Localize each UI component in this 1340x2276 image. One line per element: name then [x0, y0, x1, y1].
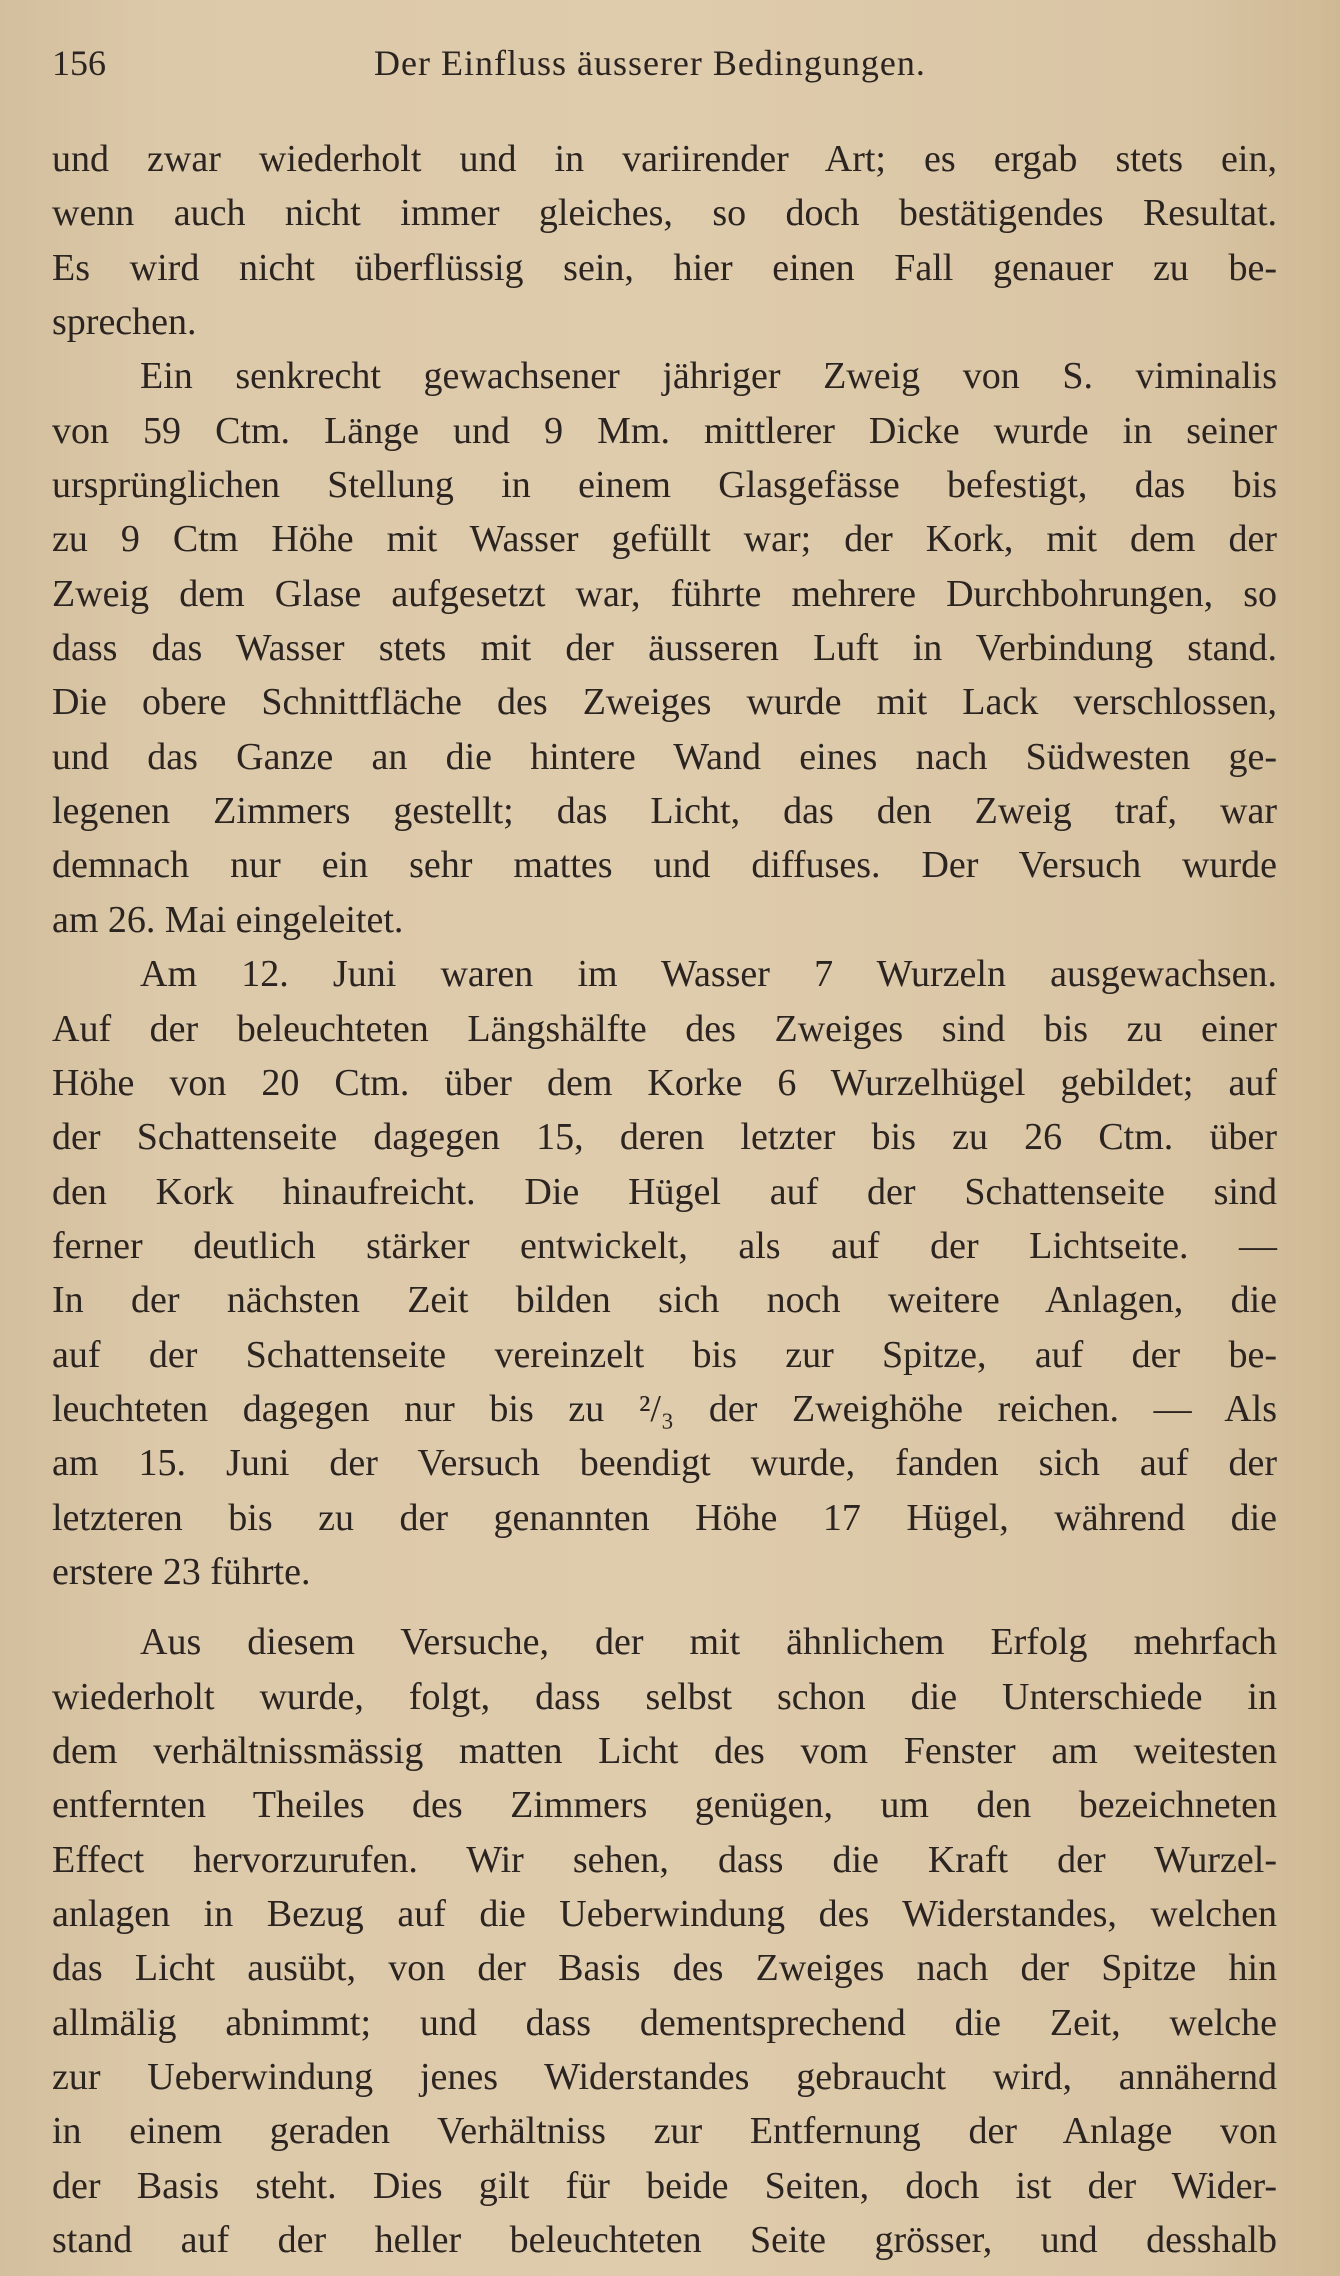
text-line: allmälig abnimmt; und dass dementsprechend die Zeit, welche	[52, 2001, 1277, 2044]
text-line: der Schattenseite dagegen 15, deren letzter bis zu 26 Ctm. über	[52, 1116, 1277, 1159]
text-line: In der nächsten Zeit bilden sich noch weitere Anlagen, die	[52, 1279, 1277, 1322]
text-line: legenen Zimmers gestellt; das Licht, das den Zweig traf, war	[52, 790, 1277, 833]
text-line: Aus diesem Versuche, der mit ähnlichem Erfolg mehrfach	[140, 1621, 1277, 1664]
paragraph-gap	[52, 1599, 1277, 1615]
text-line: das Licht ausübt, von der Basis des Zweiges nach der Spitze hin	[52, 1947, 1277, 1990]
text-line: ursprünglichen Stellung in einem Glasgefässe befestigt, das bis	[52, 464, 1277, 507]
text-line: stand auf der heller beleuchteten Seite grösser, und desshalb	[52, 2219, 1277, 2262]
running-header	[52, 42, 1277, 92]
text-line: sprechen.	[52, 301, 197, 344]
text-line: wenn auch nicht immer gleiches, so doch bestätigendes Resultat.	[52, 192, 1277, 235]
text-line: Ein senkrecht gewachsener jähriger Zweig von S. viminalis	[140, 355, 1277, 398]
page-number: 156	[52, 43, 106, 83]
text-line: dass das Wasser stets mit der äusseren Luft in Verbindung stand.	[52, 627, 1277, 670]
text-line: von 59 Ctm. Länge und 9 Mm. mittlerer Dicke wurde in seiner	[52, 409, 1277, 452]
text-line: in einem geraden Verhältniss zur Entfernung der Anlage von	[52, 2110, 1277, 2153]
paragraph-2	[52, 349, 1277, 947]
text-line: Auf der beleuchteten Längshälfte des Zweiges sind bis zu einer	[52, 1007, 1277, 1050]
text-line: ferner deutlich stärker entwickelt, als auf der Lichtseite. —	[52, 1224, 1277, 1267]
text-line: erstere 23 führte.	[52, 1550, 311, 1593]
text-line: am 15. Juni der Versuch beendigt wurde, fanden sich auf der	[52, 1442, 1277, 1485]
text-line: Es wird nicht überflüssig sein, hier einen Fall genauer zu be-	[52, 246, 1277, 289]
text-line: demnach nur ein sehr mattes und diffuses. Der Versuch wurde	[52, 844, 1277, 887]
paragraph-1	[52, 132, 1277, 349]
running-title: Der Einfluss äusserer Bedingungen.	[374, 43, 926, 83]
text-line: leuchteten dagegen nur bis zu ²/₃ der Zweighöhe reichen. — Als	[52, 1387, 1277, 1430]
text-line: Effect hervorzurufen. Wir sehen, dass die Kraft der Wurzel-	[52, 1838, 1277, 1881]
text-line: den Kork hinaufreicht. Die Hügel auf der Schattenseite sind	[52, 1170, 1277, 1213]
text-line: letzteren bis zu der genannten Höhe 17 Hügel, während die	[52, 1496, 1277, 1539]
text-line: zu 9 Ctm Höhe mit Wasser gefüllt war; der Kork, mit dem der	[52, 518, 1277, 561]
text-line: auf der Schattenseite vereinzelt bis zur Spitze, auf der be-	[52, 1333, 1277, 1376]
text-line: Am 12. Juni waren im Wasser 7 Wurzeln ausgewachsen.	[140, 953, 1277, 996]
text-line: wiederholt wurde, folgt, dass selbst schon die Unterschiede in	[52, 1675, 1277, 1718]
paragraph-4	[52, 1615, 1277, 2267]
text-line: und das Ganze an die hintere Wand eines nach Südwesten ge-	[52, 735, 1277, 778]
text-line: Höhe von 20 Ctm. über dem Korke 6 Wurzelhügel gebildet; auf	[52, 1061, 1277, 1104]
body-text	[52, 132, 1277, 2267]
text-line: zur Ueberwindung jenes Widerstandes gebraucht wird, annähernd	[52, 2056, 1277, 2099]
text-line: anlagen in Bezug auf die Ueberwindung des Widerstandes, welchen	[52, 1893, 1277, 1935]
text-line: am 26. Mai eingeleitet.	[52, 898, 404, 941]
text-line: Zweig dem Glase aufgesetzt war, führte mehrere Durchbohrungen, so	[52, 572, 1277, 615]
text-line: dem verhältnissmässig matten Licht des vom Fenster am weitesten	[52, 1729, 1277, 1772]
text-line: und zwar wiederholt und in variirender Art; es ergab stets ein,	[52, 138, 1277, 180]
paragraph-3	[52, 947, 1277, 1599]
text-line: Die obere Schnittfläche des Zweiges wurde mit Lack verschlossen,	[52, 681, 1277, 724]
text-line: entfernten Theiles des Zimmers genügen, um den bezeichneten	[52, 1784, 1277, 1827]
text-line: der Basis steht. Dies gilt für beide Seiten, doch ist der Wider-	[52, 2164, 1277, 2207]
